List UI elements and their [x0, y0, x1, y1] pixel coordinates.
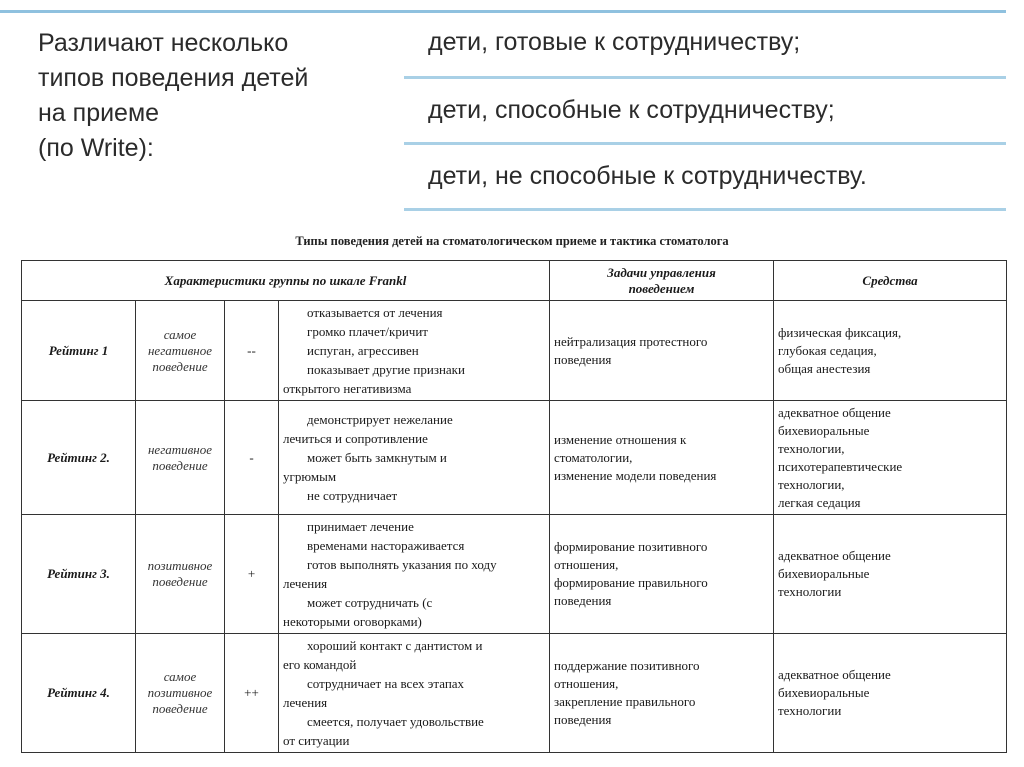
- chars-cell: [279, 301, 550, 401]
- score-cell: --: [225, 301, 279, 401]
- group-cell: [136, 515, 225, 634]
- means-line: технологии,: [778, 440, 845, 456]
- type-item-3: дети, не способные к сотрудничеству.: [428, 162, 867, 190]
- table-row: [22, 515, 1007, 634]
- tasks-cell: [550, 515, 774, 634]
- type-item-1: дети, готовые к сотрудничеству;: [428, 28, 801, 56]
- means-line: адекватное общение: [778, 548, 891, 563]
- table-header-row: [22, 261, 1007, 301]
- chars-line: не сотрудничает: [307, 488, 398, 503]
- tasks-line: отношения,: [554, 676, 619, 691]
- tasks-cell: [550, 301, 774, 401]
- header-tasks: [550, 261, 774, 301]
- top-rule: [0, 10, 1006, 13]
- means-cell: [774, 301, 1007, 401]
- tasks-line: закрепление правильного: [554, 694, 696, 709]
- chars-cell: [279, 515, 550, 634]
- tasks-line: поведения: [554, 712, 612, 727]
- tasks-line: формирование позитивного: [554, 539, 708, 554]
- means-line: бихевиоральные: [778, 422, 870, 438]
- tasks-line: поведения: [554, 593, 612, 608]
- tasks-line: формирование правильного: [554, 575, 708, 590]
- chars-line: лечиться и сопротивление: [283, 431, 428, 446]
- score-cell: ++: [225, 634, 279, 753]
- table-row: [22, 634, 1007, 753]
- chars-line: показывает другие признаки: [307, 362, 465, 377]
- chars-line: громко плачет/кричит: [307, 324, 428, 339]
- chars-line: демонстрирует нежелание: [307, 412, 453, 427]
- means-line: психотерапевтические: [778, 458, 903, 474]
- table-row: [22, 401, 1007, 515]
- rating-cell: Рейтинг 2.: [22, 401, 136, 515]
- header-means: Средства: [774, 261, 1007, 301]
- divider: [404, 142, 1006, 145]
- rating-cell: Рейтинг 4.: [22, 634, 136, 753]
- tasks-line: поведения: [554, 351, 612, 367]
- score-cell: -: [225, 401, 279, 515]
- means-line: бихевиоральные: [778, 685, 870, 700]
- group-line: поведение: [152, 701, 208, 716]
- intro-line: (по Write):: [38, 134, 154, 162]
- means-line: глубокая седация,: [778, 342, 877, 358]
- tasks-line: отношения,: [554, 557, 619, 572]
- group-line: поведение: [152, 457, 208, 473]
- tasks-cell: [550, 401, 774, 515]
- group-line: самое: [163, 326, 197, 342]
- group-cell: [136, 401, 225, 515]
- intro-line: типов поведения детей: [38, 64, 309, 92]
- tasks-line: поддержание позитивного: [554, 658, 700, 673]
- intro-line: на приеме: [38, 99, 160, 127]
- score-cell: +: [225, 515, 279, 634]
- intro-line: Различают несколько: [38, 29, 289, 57]
- means-line: технологии,: [778, 476, 845, 492]
- divider: [404, 76, 1006, 79]
- type-item-2: дети, способные к сотрудничеству;: [428, 96, 835, 124]
- means-cell: [774, 515, 1007, 634]
- group-line: позитивное: [147, 685, 213, 700]
- rating-cell: Рейтинг 3.: [22, 515, 136, 634]
- group-line: позитивное: [147, 558, 213, 573]
- rating-cell: Рейтинг 1: [22, 301, 136, 401]
- tasks-line: изменение модели поведения: [554, 467, 717, 483]
- group-line: поведение: [152, 358, 208, 374]
- chars-cell: [279, 634, 550, 753]
- chars-line: смеется, получает удовольствие: [307, 714, 484, 729]
- behavior-table: [21, 260, 1007, 753]
- table-row: [22, 301, 1007, 401]
- chars-line: может быть замкнутым и: [307, 450, 447, 465]
- tasks-line: нейтрализация протестного: [554, 333, 708, 349]
- chars-line: временами настораживается: [307, 538, 465, 553]
- divider: [404, 208, 1006, 211]
- header-tasks-line: Задачи управления: [607, 264, 716, 280]
- chars-line: угрюмым: [283, 469, 337, 484]
- chars-line: испуган, агрессивен: [307, 343, 419, 358]
- chars-line: принимает лечение: [307, 519, 414, 534]
- chars-line: некоторыми оговорками): [283, 614, 422, 629]
- table-caption: Типы поведения детей на стоматологическом приеме и тактика стоматолога: [295, 234, 729, 248]
- chars-line: готов выполнять указания по ходу: [307, 557, 497, 572]
- group-line: негативное: [147, 441, 213, 457]
- chars-line: лечения: [283, 576, 328, 591]
- chars-line: его командой: [283, 657, 357, 672]
- group-line: поведение: [152, 574, 208, 589]
- means-line: бихевиоральные: [778, 566, 870, 581]
- chars-line: лечения: [283, 695, 328, 710]
- means-line: легкая седация: [778, 494, 861, 510]
- means-cell: [774, 401, 1007, 515]
- intro-text: [38, 26, 398, 166]
- means-line: технологии: [778, 703, 842, 718]
- tasks-line: стоматологии,: [554, 449, 633, 465]
- chars-line: хороший контакт с дантистом и: [307, 638, 483, 653]
- means-line: физическая фиксация,: [778, 324, 902, 340]
- group-line: негативное: [147, 342, 213, 358]
- header-tasks-line: поведением: [628, 280, 695, 296]
- chars-cell: [279, 401, 550, 515]
- means-cell: [774, 634, 1007, 753]
- chars-line: от ситуации: [283, 733, 350, 748]
- means-line: адекватное общение: [778, 404, 891, 420]
- group-cell: [136, 301, 225, 401]
- means-line: адекватное общение: [778, 667, 891, 682]
- chars-line: сотрудничает на всех этапах: [307, 676, 465, 691]
- means-line: общая анестезия: [778, 360, 871, 376]
- means-line: технологии: [778, 584, 842, 599]
- group-cell: [136, 634, 225, 753]
- tasks-cell: [550, 634, 774, 753]
- chars-line: может сотрудничать (с: [307, 595, 433, 610]
- header-group: Характеристики группы по шкале Frankl: [22, 261, 550, 301]
- chars-line: отказывается от лечения: [307, 305, 443, 320]
- chars-line: открытого негативизма: [283, 381, 412, 396]
- group-line: самое: [163, 669, 197, 684]
- tasks-line: изменение отношения к: [554, 431, 687, 447]
